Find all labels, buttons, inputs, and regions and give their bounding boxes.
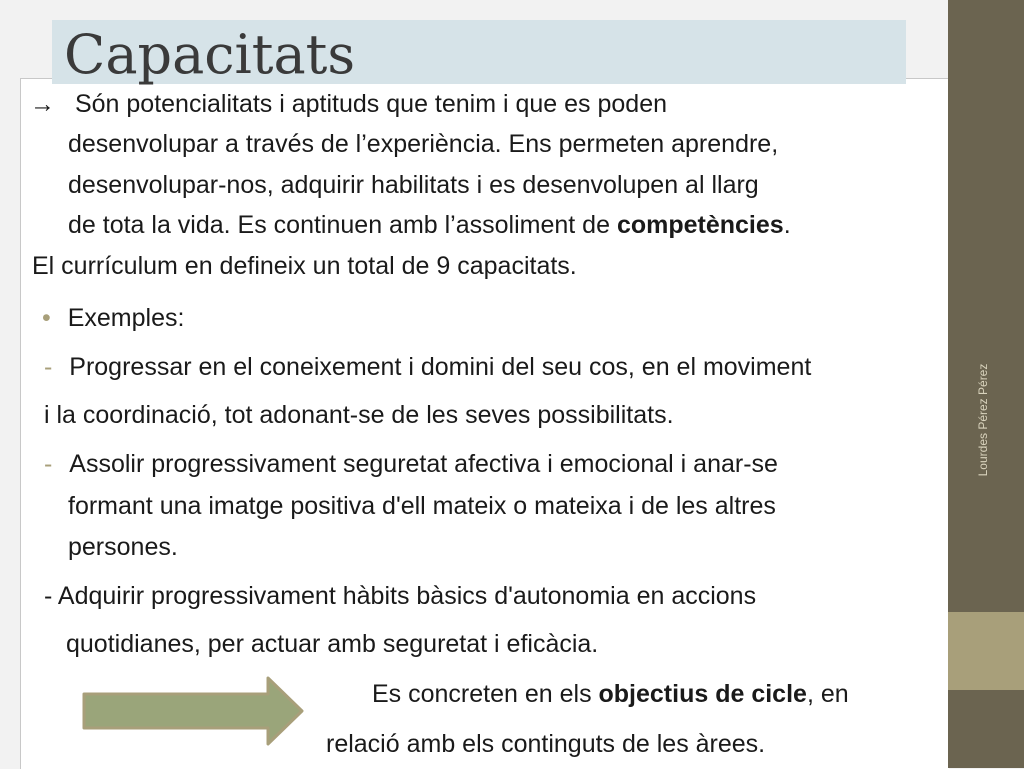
example-item-1-line-1: - Progressar en el coneixement i domini del seu cos, en el moviment (44, 353, 812, 381)
paragraph-line-3: desenvolupar-nos, adquirir habilitats i es desenvolupen al llarg (68, 171, 759, 199)
example-item-2-line-3: persones. (68, 533, 178, 561)
right-arrow-icon: → (30, 90, 55, 118)
dash-marker: - (44, 450, 53, 478)
dash-marker: - (44, 353, 53, 381)
example-item-2-line-1: - Assolir progressivament seguretat afectiva i emocional i anar-se (44, 450, 778, 478)
paragraph-line-1: → Són potencialitats i aptituds que tenim i que es poden (30, 84, 667, 125)
author-credit: Lourdes Pérez Pérez (976, 363, 990, 477)
example-item-3-line-2: quotidianes, per actuar amb seguretat i eficàcia. (66, 630, 599, 658)
example-item-2-line-2: formant una imatge positiva d'ell mateix o mateixa i de les altres (68, 492, 776, 520)
paragraph-line-4: de tota la vida. Es continuen amb l’assoliment de competències. (68, 211, 791, 239)
example-item-3-line-1: - Adquirir progressivament hàbits bàsics d'autonomia en accions (44, 582, 757, 610)
bullet-icon: • (42, 304, 51, 332)
paragraph-line-2: desenvolupar a través de l’experiència. Ens permeten aprendre, (68, 130, 779, 158)
sidebar-accent-block (948, 612, 1024, 690)
conclusion-line-1: Es concreten en els objectius de cicle, en (372, 680, 849, 708)
right-arrow-shape-icon (82, 676, 306, 746)
competencies-keyword: competències (616, 211, 784, 239)
example-item-1-line-2: i la coordinació, tot adonant-se de les seves possibilitats. (44, 401, 674, 429)
conclusion-line-2: relació amb els continguts de les àrees. (326, 730, 766, 758)
slide-title: Capacitats (64, 23, 356, 86)
paragraph-line-5: El currículum en defineix un total de 9 capacitats. (32, 252, 577, 280)
cycle-objectives-keyword: objectius de cicle (598, 680, 807, 708)
examples-heading: • Exemples: (42, 304, 185, 332)
